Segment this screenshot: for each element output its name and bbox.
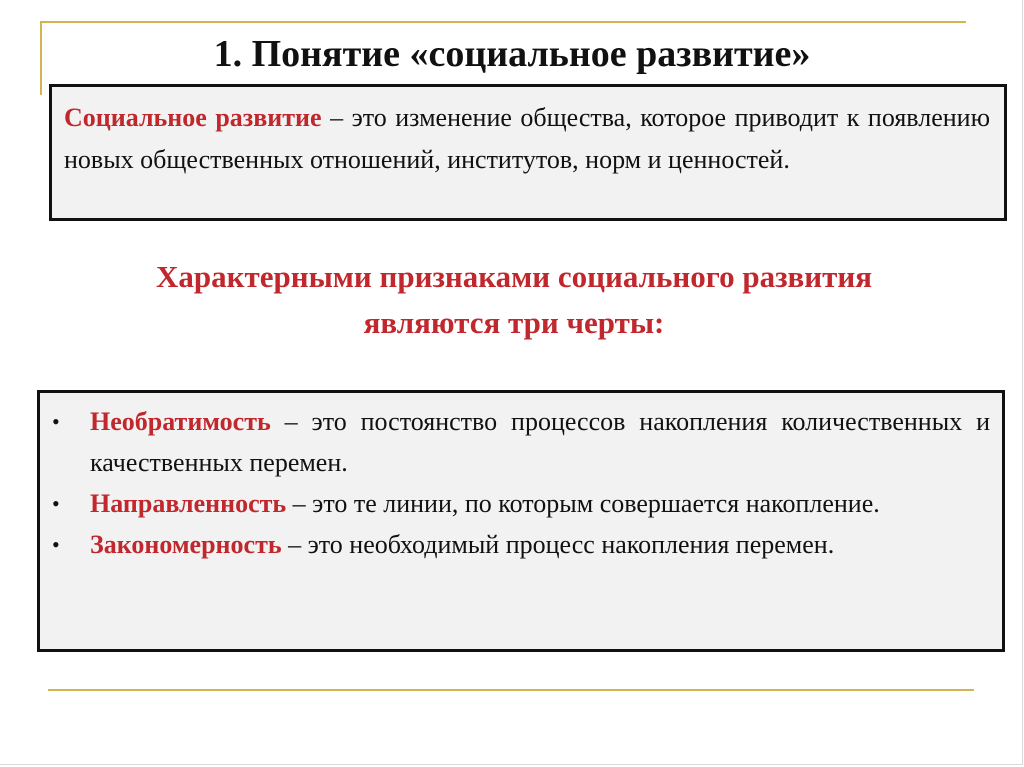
trait-term: Необратимость — [90, 407, 271, 436]
bullet-icon: • — [52, 491, 60, 516]
trait-item-regularity — [52, 524, 990, 565]
trait-description: – это необходимый процесс накопления перемен. — [281, 530, 835, 559]
bullet-icon: • — [52, 532, 60, 557]
gold-bottom-rule — [48, 689, 974, 691]
definition-term: Социальное развитие — [64, 103, 322, 132]
trait-item-directionality — [52, 483, 990, 524]
slide-title: 1. Понятие «социальное развитие» — [213, 33, 811, 75]
trait-term: Закономерность — [90, 530, 282, 559]
trait-description: – это те линии, по которым совершается накопление. — [286, 489, 880, 518]
traits-subheading: Характерными признаками социального развития являются три черты: — [155, 259, 873, 340]
bullet-icon: • — [52, 409, 60, 434]
trait-term: Направленность — [90, 489, 287, 518]
trait-description: – это постоянство процессов накопления количественных и качественных перемен. — [90, 407, 990, 477]
trait-text — [90, 524, 990, 565]
trait-text — [90, 401, 990, 483]
definition-text: – это изменение общества, которое приводит к появлению новых общественных отношений, институтов, норм и ценностей. — [64, 103, 990, 174]
trait-item-irreversibility — [52, 401, 990, 483]
traits-box — [37, 390, 1005, 652]
gold-top-rule — [40, 21, 966, 23]
definition-box — [49, 84, 1007, 221]
trait-text — [90, 483, 990, 524]
